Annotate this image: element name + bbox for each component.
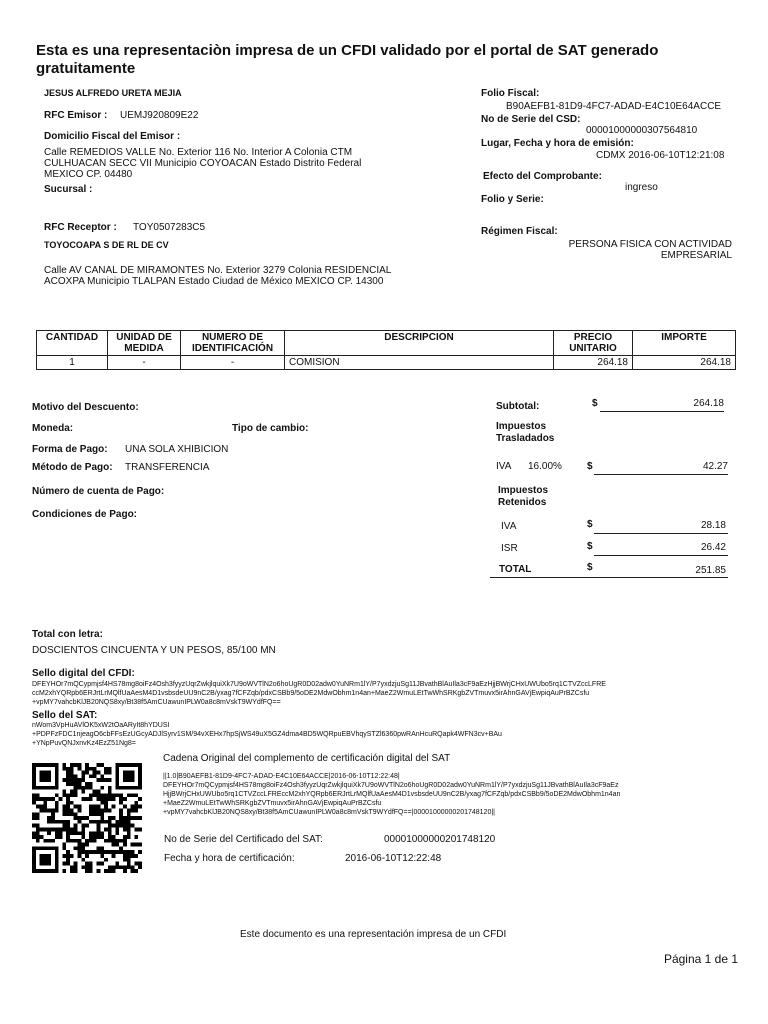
sello-cfdi-line1: DFEYHOr7mQCypmjsf4HS78mg8oiFz4Osh3fyyzUqrZwkjlquiXk7U9oWVTlN2o6hoUgR0D02adw0YuNRm1lY/P7yxdzjuSg11JBvathBlAuIla3cF9aEzHjjBWrjCHxUWUbo5rq1CTVZccLFRE xyxy=(32,681,606,688)
isr-retenido-label: ISR xyxy=(501,543,518,554)
total-value: 251.85 xyxy=(695,565,726,576)
cert-serie-value: 00001000000201748120 xyxy=(384,834,496,845)
lugar-fecha-value: CDMX 2016-06-10T12:21:08 xyxy=(596,150,725,161)
isr-retenido-currency: $ xyxy=(587,541,593,552)
cadena-original-line4: +MaeZ2WmuLEtTwWhSRKgbZVTmuvx5irAhnGAVjEwpiqAuPrBZCsfu xyxy=(163,800,382,807)
cell-identificacion: - xyxy=(181,356,285,370)
csd-label: No de Serie del CSD: xyxy=(481,114,581,125)
sello-sat-label: Sello del SAT: xyxy=(32,710,98,721)
forma-pago-label: Forma de Pago: xyxy=(32,444,108,455)
isr-retenido-underline xyxy=(594,555,728,556)
cadena-original-label: Cadena Original del complemento de certificación digital del SAT xyxy=(163,753,451,764)
iva-trasladado-underline xyxy=(594,474,728,475)
sello-cfdi-line3: +vpMY7vahcbKlJB20NQS8xy/Bt38f5AmCUawunIPLW0a8c8mVskT9WYdfFQ== xyxy=(32,699,281,706)
domicilio-emisor-line1: Calle REMEDIOS VALLE No. Exterior 116 No. Interior A Colonia CTM xyxy=(44,147,353,158)
domicilio-emisor-line3: MEXICO CP. 04480 xyxy=(44,169,133,180)
total-label: TOTAL xyxy=(499,564,532,575)
cadena-original-line1: ||1.0|B90AEFB1-81D9-4FC7-ADAD-E4C10E64ACCE|2016-06-10T12:22:48| xyxy=(163,773,400,780)
cell-cantidad: 1 xyxy=(37,356,108,370)
rfc-receptor-label: RFC Receptor : xyxy=(44,222,117,233)
total-underline xyxy=(490,577,728,578)
cell-unidad: - xyxy=(108,356,181,370)
col-importe: IMPORTE xyxy=(633,331,736,356)
folio-fiscal-label: Folio Fiscal: xyxy=(481,88,540,99)
iva-rate: 16.00% xyxy=(528,461,562,472)
iva-trasladado-label: IVA xyxy=(496,461,512,472)
lugar-fecha-label: Lugar, Fecha y hora de emisión: xyxy=(481,138,634,149)
cell-importe: 264.18 xyxy=(633,356,736,370)
subtotal-currency: $ xyxy=(592,398,598,409)
table-row xyxy=(37,356,736,370)
moneda-label: Moneda: xyxy=(32,423,74,434)
page-number: Página 1 de 1 xyxy=(663,952,738,966)
domicilio-receptor-line2: ACOXPA Municipio TLALPAN Estado Ciudad de México MEXICO CP. 14300 xyxy=(44,276,384,287)
efecto-value: ingreso xyxy=(625,182,658,193)
subtotal-value: 264.18 xyxy=(693,398,724,409)
total-letra-value: DOSCIENTOS CINCUENTA Y UN PESOS, 85/100 MN xyxy=(32,645,276,656)
metodo-pago-label: Método de Pago: xyxy=(32,462,113,473)
cert-fecha-value: 2016-06-10T12:22:48 xyxy=(345,853,442,864)
cell-descripcion: COMISION xyxy=(285,356,554,370)
trasladados-label-1: Impuestos xyxy=(496,421,547,432)
sello-sat-line1: nWom3VpHuAVlOK5xW2tOaARyIt8hYDUSI xyxy=(32,722,170,729)
col-identificacion: NUMERO DE IDENTIFICACIÓN xyxy=(181,331,285,356)
tipo-cambio-label: Tipo de cambio: xyxy=(232,423,309,434)
domicilio-receptor-line1: Calle AV CANAL DE MIRAMONTES No. Exterior 3279 Colonia RESIDENCIAL xyxy=(44,265,392,276)
motivo-descuento-label: Motivo del Descuento: xyxy=(32,402,139,413)
efecto-label: Efecto del Comprobante: xyxy=(483,171,602,182)
domicilio-emisor-line2: CULHUACAN SECC VII Municipio COYOACAN Estado Distrito Federal xyxy=(44,158,362,169)
iva-retenido-label: IVA xyxy=(501,521,517,532)
iva-retenido-value: 28.18 xyxy=(700,520,726,531)
sello-cfdi-line2: ccM2xhYQRpb6ERJrtLrMQlfUaAesM4D1vsbsdeUU9nC2B/yxag7fCFZqb/pdxCSBb9/5oDE2MdwObhm1n4an+MaeZ2WmuLEtTwWhSRKgbZVTmuvx5irAhnGAVjEwpiqAuPrBZCsfu xyxy=(32,690,590,697)
sucursal-label: Sucursal : xyxy=(44,184,93,195)
sello-sat-line3: +YNpPuvQNJxnvKz4EzZ51Ng8= xyxy=(32,740,136,747)
cadena-original-line5: +vpMY7vahcbKlJB20NQS8xy/Bt38f5AmCUawunIPLW0a8c8mVskT9WYdfFQ==|00001000000201748120|| xyxy=(163,809,495,816)
cert-serie-label: No de Serie del Certificado del SAT: xyxy=(164,834,323,845)
page-title: Esta es una representaciòn impresa de un CFDI validado por el portal de SAT generado gratuitamente xyxy=(36,42,659,77)
iva-trasladado-currency: $ xyxy=(587,461,593,472)
metodo-pago-value: TRANSFERENCIA xyxy=(125,462,210,473)
rfc-emisor-value: UEMJ920809E22 xyxy=(120,110,199,121)
cert-fecha-label: Fecha y hora de certificación: xyxy=(164,853,295,864)
retenidos-label-1: Impuestos xyxy=(498,485,549,496)
iva-trasladado-value: 42.27 xyxy=(702,461,728,472)
iva-retenido-currency: $ xyxy=(587,519,593,530)
total-letra-label: Total con letra: xyxy=(32,629,103,640)
footer-note: Este documento es una representación impresa de un CFDI xyxy=(240,929,507,940)
total-currency: $ xyxy=(587,562,593,573)
regimen-label: Régimen Fiscal: xyxy=(481,226,558,237)
col-unidad: UNIDAD DE MEDIDA xyxy=(108,331,181,356)
qr-code-icon xyxy=(32,763,142,873)
trasladados-label-2: Trasladados xyxy=(496,433,555,444)
csd-value: 00001000000307564810 xyxy=(586,125,698,136)
subtotal-label: Subtotal: xyxy=(496,401,540,412)
rfc-receptor-value: TOY0507283C5 xyxy=(133,222,206,233)
retenidos-label-2: Retenidos xyxy=(498,497,547,508)
col-descripcion: DESCRIPCION xyxy=(285,331,554,356)
receptor-nombre: TOYOCOAPA S DE RL DE CV xyxy=(44,240,169,250)
regimen-value-line1: PERSONA FISICA CON ACTIVIDAD xyxy=(568,239,732,250)
col-precio: PRECIO UNITARIO xyxy=(554,331,633,356)
sello-cfdi-label: Sello digital del CFDI: xyxy=(32,668,135,679)
emisor-nombre: JESUS ALFREDO URETA MEJIA xyxy=(44,88,182,98)
forma-pago-value: UNA SOLA XHIBICION xyxy=(125,444,229,455)
col-cantidad: CANTIDAD xyxy=(37,331,108,356)
domicilio-emisor-label: Domicilio Fiscal del Emisor : xyxy=(44,131,181,142)
subtotal-underline xyxy=(600,411,724,412)
cuenta-pago-label: Número de cuenta de Pago: xyxy=(32,486,165,497)
cadena-original-line2: DFEYHOr7mQCypmjsf4HS78mg8oiFz4Osh3fyyzUqrZwkjlquiXk7U9oWVTlN2o6hoUgR0D02adw0YuNRm1lY/P7yxdzjuSg11JBvathBlAuIla3cF9aEz xyxy=(163,782,619,789)
iva-retenido-underline xyxy=(594,533,728,534)
folio-fiscal-value: B90AEFB1-81D9-4FC7-ADAD-E4C10E64ACCE xyxy=(506,101,722,112)
condiciones-pago-label: Condiciones de Pago: xyxy=(32,509,138,520)
rfc-emisor-label: RFC Emisor : xyxy=(44,110,108,121)
sello-sat-line2: +PDPFzFDC1njeagO6cbFFsEzUGcyADJlSyrv1SM/94vXEHx7hpSjWS49uX5GZ4dma4BD5WQRpuEBVhqySTZl6360pwRAnHcuRQapk4WFN3cv+BAu xyxy=(32,731,502,738)
folio-serie-label: Folio y Serie: xyxy=(481,194,544,205)
cell-precio: 264.18 xyxy=(554,356,633,370)
isr-retenido-value: 26.42 xyxy=(700,542,726,553)
regimen-value-line2: EMPRESARIAL xyxy=(660,250,732,261)
cadena-original-line3: HjjBWrjCHxUWUbo5rq1CTVZccLFREccM2xhYQRpb6ERJrtLrMQlfUaAesM4D1vsbsdeUU9nC2B/yxag7fCFZqb/pdxCSBb9/5oDE2MdwObhm1n4an xyxy=(163,791,621,798)
items-table xyxy=(36,330,736,370)
